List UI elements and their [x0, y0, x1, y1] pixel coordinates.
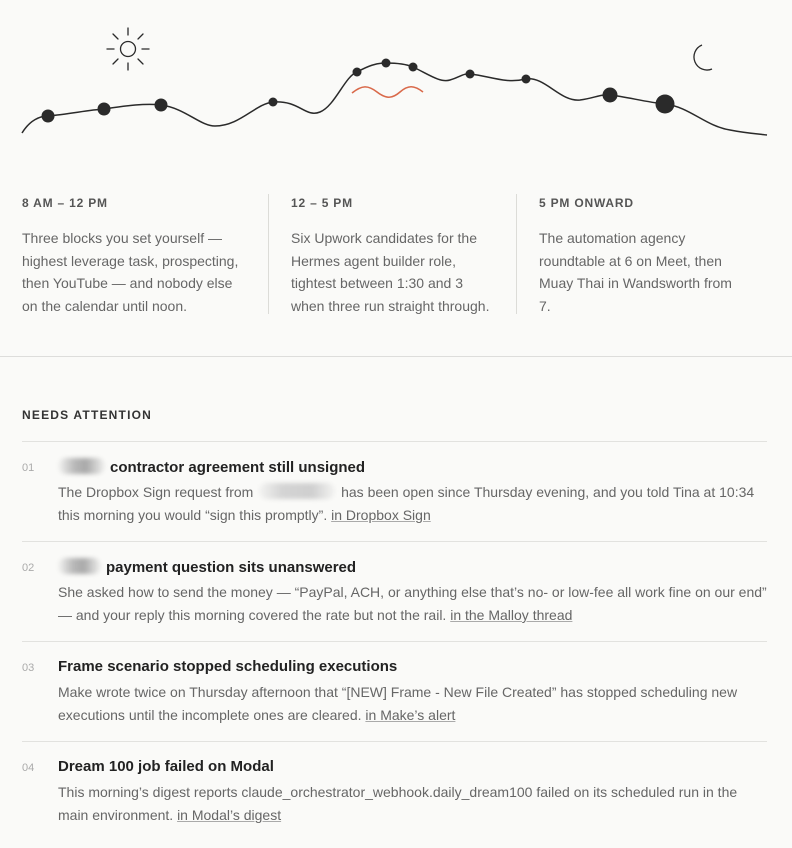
event-dot [603, 88, 618, 103]
item-body-text: has been open since Thursday evening, and you told Tina at 10:34 this morning you would “sign this promptly”. [58, 484, 755, 523]
item-number: 02 [22, 562, 35, 574]
event-dot [269, 98, 278, 107]
needs-attention-section [22, 408, 767, 841]
item-title [58, 458, 365, 476]
event-dot [353, 68, 362, 77]
event-dot [42, 110, 55, 123]
item-title [58, 558, 356, 576]
item-body-text: She asked how to send the money — “PayPal, ACH, or anything else that’s no- or low-fee all work fine on our end” — and your reply this morning covered the rate but not the rail. [58, 584, 767, 623]
event-dot [522, 75, 531, 84]
period-label: 5 PM ONWARD [539, 196, 634, 210]
event-dot [155, 99, 168, 112]
redacted-name [58, 558, 101, 574]
period-summary: The automation agency roundtable at 6 on Meet, then Muay Thai in Wandsworth from 7. [539, 230, 732, 314]
event-dot [382, 59, 391, 68]
item-body [58, 681, 770, 727]
attention-item [22, 541, 767, 641]
section-divider [0, 356, 792, 357]
day-schedule [22, 194, 767, 314]
item-number: 04 [22, 762, 35, 774]
redacted-name [259, 483, 335, 499]
evening-block [516, 194, 764, 314]
source-link[interactable]: in the Malloy thread [450, 607, 573, 623]
item-number: 01 [22, 462, 35, 474]
item-number: 03 [22, 662, 35, 674]
item-body-text: This morning’s digest reports claude_orchestrator_webhook.daily_dream100 failed on its scheduled run in the main environment. [58, 784, 738, 823]
redacted-name [58, 458, 105, 474]
period-label: 8 AM – 12 PM [22, 196, 108, 210]
event-dot [409, 63, 418, 72]
attention-item [22, 641, 767, 741]
source-link[interactable]: in Make’s alert [365, 707, 456, 723]
item-body [58, 781, 770, 827]
attention-item [22, 441, 767, 541]
item-body-text: The Dropbox Sign request from [58, 484, 254, 500]
event-dot [98, 103, 111, 116]
event-dot [656, 95, 675, 114]
item-title-text: payment question sits unanswered [106, 559, 357, 576]
focus-squiggle [352, 87, 423, 98]
morning-block [22, 194, 268, 314]
item-title-text: contractor agreement still unsigned [110, 459, 366, 476]
period-label: 12 – 5 PM [291, 196, 353, 210]
afternoon-block [268, 194, 516, 314]
sun-icon [107, 28, 149, 70]
source-link[interactable]: in Modal’s digest [177, 807, 282, 823]
item-body-text: Make wrote twice on Thursday afternoon that “[NEW] Frame - New File Created” has stopped scheduling new executions until the incomplete ones are cleared. [58, 684, 738, 723]
moon-icon [694, 45, 712, 70]
item-body [58, 481, 770, 527]
item-title: Frame scenario stopped scheduling executions [58, 658, 398, 675]
timeline-svg [0, 0, 792, 170]
attention-item [22, 741, 767, 841]
energy-curve [22, 63, 767, 135]
item-title: Dream 100 job failed on Modal [58, 758, 274, 775]
event-dots [42, 59, 675, 123]
event-dot [466, 70, 475, 79]
source-link[interactable]: in Dropbox Sign [331, 507, 431, 523]
period-summary: Six Upwork candidates for the Hermes agent builder role, tightest between 1:30 and 3 when three run straight through. [291, 230, 490, 314]
period-summary: Three blocks you set yourself — highest leverage task, prospecting, then YouTube — and nobody else on the calendar until noon. [22, 230, 239, 314]
item-body [58, 581, 770, 627]
section-title: NEEDS ATTENTION [22, 408, 153, 422]
day-timeline [0, 0, 792, 170]
